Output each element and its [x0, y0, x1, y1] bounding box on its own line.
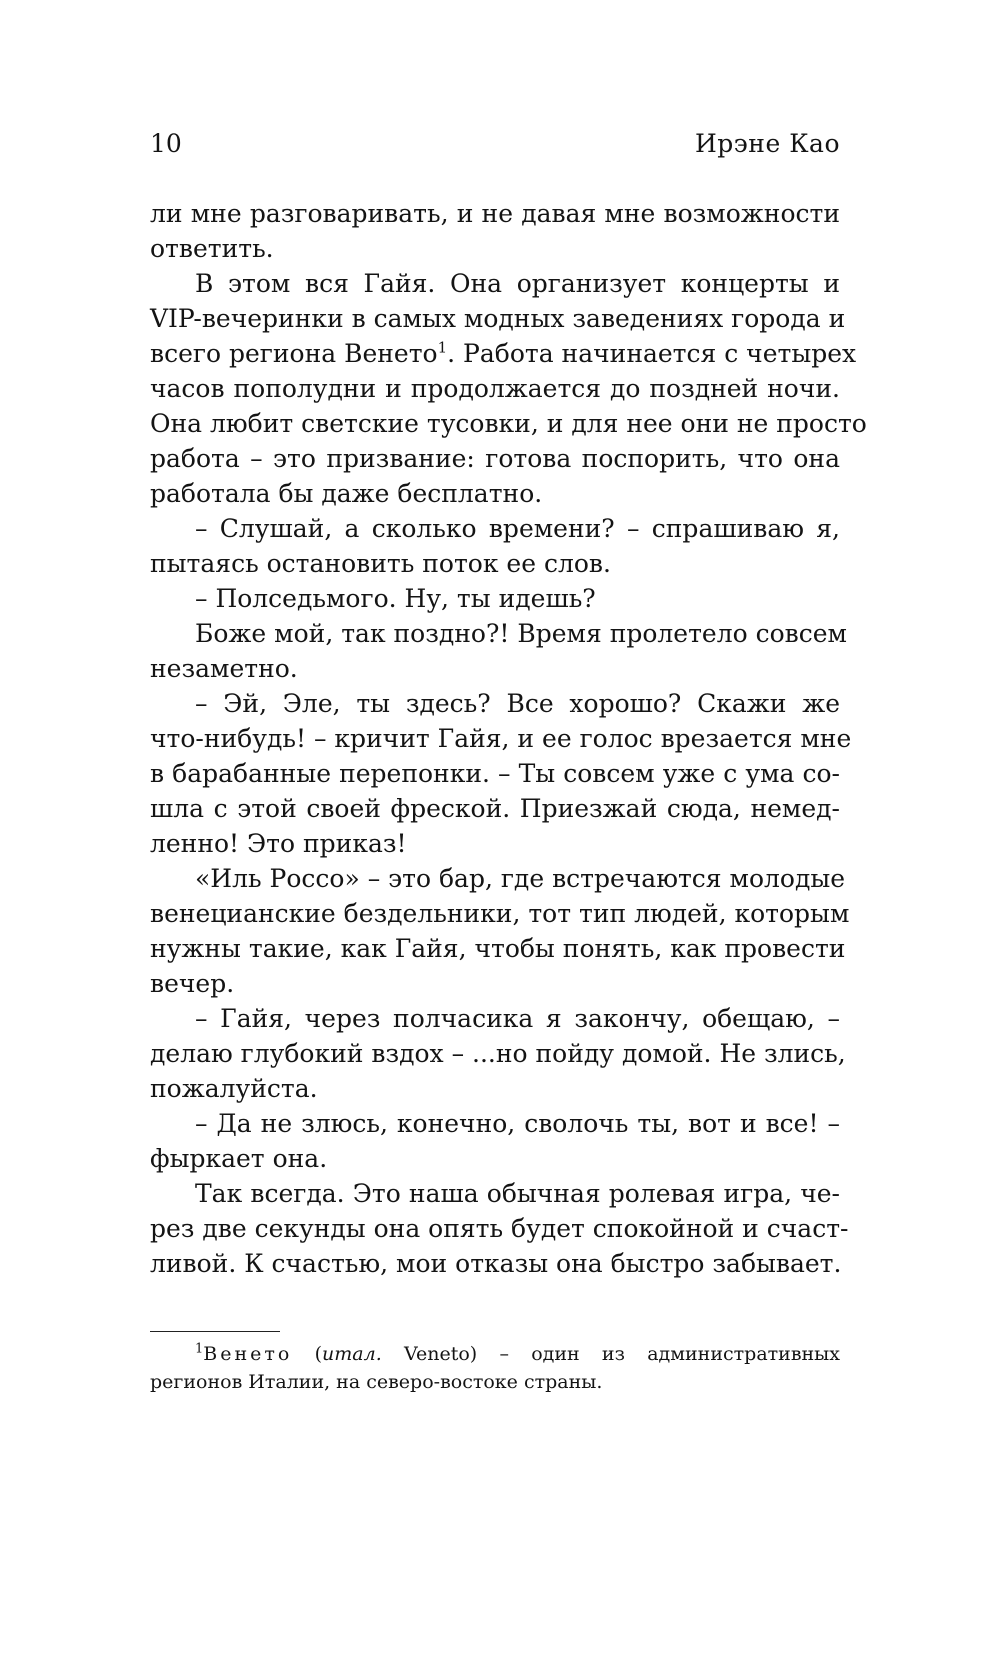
- footnote-line: регионов Италии, на северо-востоке страны.: [150, 1371, 603, 1393]
- footnote-term: Венето: [203, 1343, 293, 1365]
- text-line: в барабанные перепонки. – Ты совсем уже с ума со-: [150, 759, 840, 788]
- text-line: работа – это призвание: готова поспорить, что она: [150, 444, 840, 473]
- text-fragment: . Работа начинается с четырех: [447, 339, 857, 368]
- footnote-abbreviation: итал.: [322, 1343, 382, 1365]
- text-fragment: всего региона Венето: [150, 339, 438, 368]
- footnote-text: ) – один из административных: [469, 1343, 841, 1365]
- text-line: ли мне разговаривать, и не давая мне возможности: [150, 199, 840, 228]
- text-line: – Эй, Эле, ты здесь? Все хорошо? Скажи же: [195, 689, 840, 718]
- footnote-mark: 1: [195, 1341, 204, 1357]
- page-number: 10: [150, 129, 182, 158]
- text-line: пытаясь остановить поток ее слов.: [150, 549, 611, 578]
- text-line: венецианские бездельники, тот тип людей, которым: [150, 899, 850, 928]
- text-line: Боже мой, так поздно?! Время пролетело совсем: [195, 619, 847, 648]
- text-line: нужны такие, как Гайя, чтобы понять, как провести: [150, 934, 846, 963]
- text-line: ливой. К счастью, мои отказы она быстро забывает.: [150, 1249, 842, 1278]
- footnote-line: [150, 1340, 840, 1368]
- text-line: фыркает она.: [150, 1144, 328, 1173]
- footnote: [150, 1340, 840, 1396]
- text-line: В этом вся Гайя. Она организует концерты и: [195, 269, 840, 298]
- footnote-reference: 1: [437, 338, 448, 357]
- text-line: часов пополудни и продолжается до поздней ночи.: [150, 374, 840, 403]
- running-head-author: Ирэне Као: [694, 129, 840, 158]
- footnote-text: [382, 1343, 404, 1365]
- text-line-with-footnote: [150, 336, 857, 371]
- text-line: – Гайя, через полчасика я закончу, обещаю, –: [195, 1004, 840, 1033]
- running-head: [150, 126, 840, 162]
- text-line: – Да не злюсь, конечно, сволочь ты, вот и все! –: [195, 1109, 840, 1138]
- text-line: незаметно.: [150, 654, 298, 683]
- text-line: вечер.: [150, 969, 235, 998]
- text-line: делаю глубокий вздох – ...но пойду домой. Не злись,: [150, 1039, 846, 1068]
- text-line: что-нибудь! – кричит Гайя, и ее голос врезается мне: [150, 724, 852, 753]
- text-line: VIP-вечеринки в самых модных заведениях города и: [150, 304, 846, 333]
- footnote-divider: [150, 1331, 280, 1332]
- text-line: – Полседьмого. Ну, ты идешь?: [195, 584, 596, 613]
- text-line: – Слушай, а сколько времени? – спрашиваю я,: [195, 514, 840, 543]
- text-line: Так всегда. Это наша обычная ролевая игра, че-: [195, 1179, 840, 1208]
- text-line: Она любит светские тусовки, и для нее они не просто: [150, 409, 867, 438]
- text-line: работала бы даже бесплатно.: [150, 479, 543, 508]
- text-line: пожалуйста.: [150, 1074, 318, 1103]
- footnote-original-word: Veneto: [404, 1343, 470, 1365]
- footnote-text: (: [292, 1343, 323, 1365]
- text-line: ответить.: [150, 234, 274, 263]
- text-line: ленно! Это приказ!: [150, 829, 407, 858]
- body-text: [150, 196, 867, 1281]
- text-line: шла с этой своей фреской. Приезжай сюда, немед-: [150, 794, 840, 823]
- text-line: рез две секунды она опять будет спокойной и счаст-: [150, 1214, 849, 1243]
- text-line: «Иль Россо» – это бар, где встречаются молодые: [195, 864, 846, 893]
